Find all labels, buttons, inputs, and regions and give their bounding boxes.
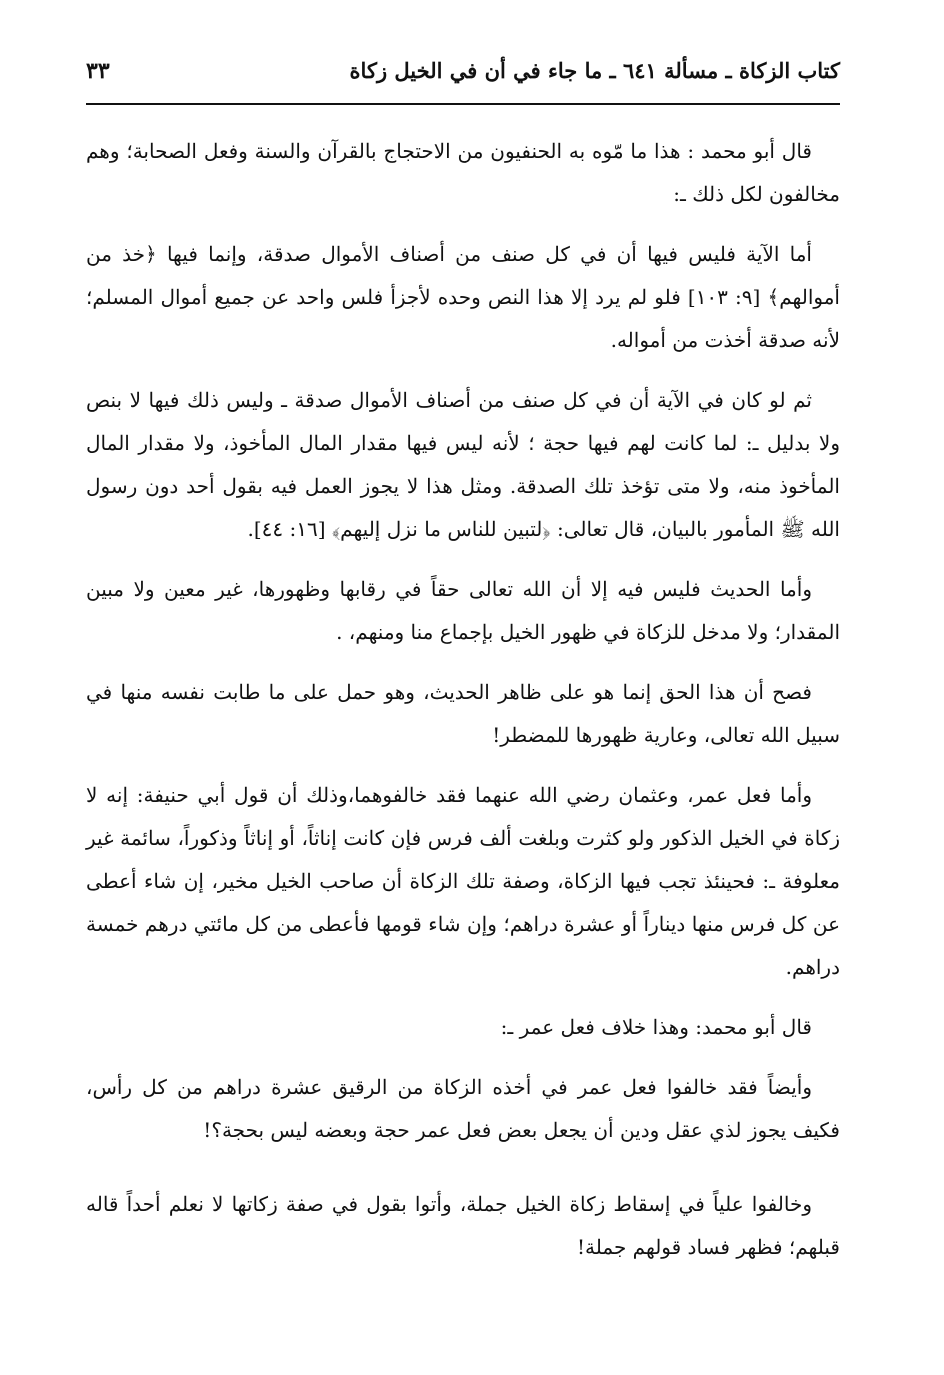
header-title: كتاب الزكاة ـ مسألة ٦٤١ ـ ما جاء في أن في الخيل زكاة [349, 58, 840, 83]
paragraph: قال أبو محمد: وهذا خلاف فعل عمر ـ: [500, 1015, 812, 1039]
paragraph: وخالفوا علياً في إسقاط زكاة الخيل جملة، وأتوا بقول في صفة زكاتها لا نعلم أحداً قاله قبلهم؛ فظهر فساد قولهم جملة! [86, 1192, 840, 1259]
paragraph: قال أبو محمد : هذا ما مّوه به الحنفيون من الاحتجاج بالقرآن والسنة وفعل الصحابة؛ وهم مخالفون لكل ذلك ـ: [86, 139, 840, 206]
paragraph: وأيضاً فقد خالفوا فعل عمر في أخذه الزكاة من الرقيق عشرة دراهم من كل رأس، فكيف يجوز لذي عقل ودين أن يجعل بعض فعل عمر حجة وبعضه ليس بحجة؟! [86, 1075, 840, 1142]
paragraph: ثم لو كان في الآية أن في كل صنف من أصناف الأموال صدقة ـ وليس ذلك فيها لا بنص ولا بدليل ـ: لما كانت لهم فيها حجة ؛ لأنه ليس فيها مقدار المال المأخوذ، ولا مقدار المال المأخوذ منه، ولا متى تؤخذ تلك الصدقة. ومثل هذا لا يجوز العمل فيه بقول أحد دون رسول الله ﷺ المأمور بالبيان، قال تعالى: ﴿لتبين للناس ما نزل إليهم﴾ [١٦: ٤٤]. [86, 388, 840, 541]
paragraph: أما الآية فليس فيها أن في كل صنف من أصناف الأموال صدقة، وإنما فيها ﴿خذ من أموالهم﴾ [٩: ١٠٣] فلو لم يرد إلا هذا النص وحده لأجزأ فلس واحد عن جميع أموال المسلم؛ لأنه صدقة أخذت من أمواله. [86, 242, 840, 352]
paragraph: فصح أن هذا الحق إنما هو على ظاهر الحديث، وهو حمل على ما طابت نفسه منها في سبيل الله تعالى، وعارية ظهورها للمضطر! [86, 680, 840, 747]
paragraph: وأما فعل عمر، وعثمان رضي الله عنهما فقد خالفوهما،وذلك أن قول أبي حنيفة: إنه لا زكاة في الخيل الذكور ولو كثرت وبلغت ألف فرس فإن كانت إناثاً، أو إناثاً وذكوراً، سائمة غير معلوفة ـ: فحينئذ تجب فيها الزكاة، وصفة تلك الزكاة أن صاحب الخيل مخير، إن شاء أعطى عن كل فرس منها ديناراً أو عشرة دراهم؛ وإن شاء قومها فأعطى من كل مائتي درهم خمسة دراهم. [86, 783, 840, 979]
header-divider [86, 103, 840, 105]
paragraph: وأما الحديث فليس فيه إلا أن الله تعالى حقاً في رقابها وظهورها، غير معين ولا مبين المقدار؛ ولا مدخل للزكاة في ظهور الخيل بإجماع منا ومنهم، . [86, 577, 840, 644]
page-number: ٣٣ [86, 58, 110, 84]
body-text [86, 130, 840, 1286]
running-header [86, 52, 840, 92]
